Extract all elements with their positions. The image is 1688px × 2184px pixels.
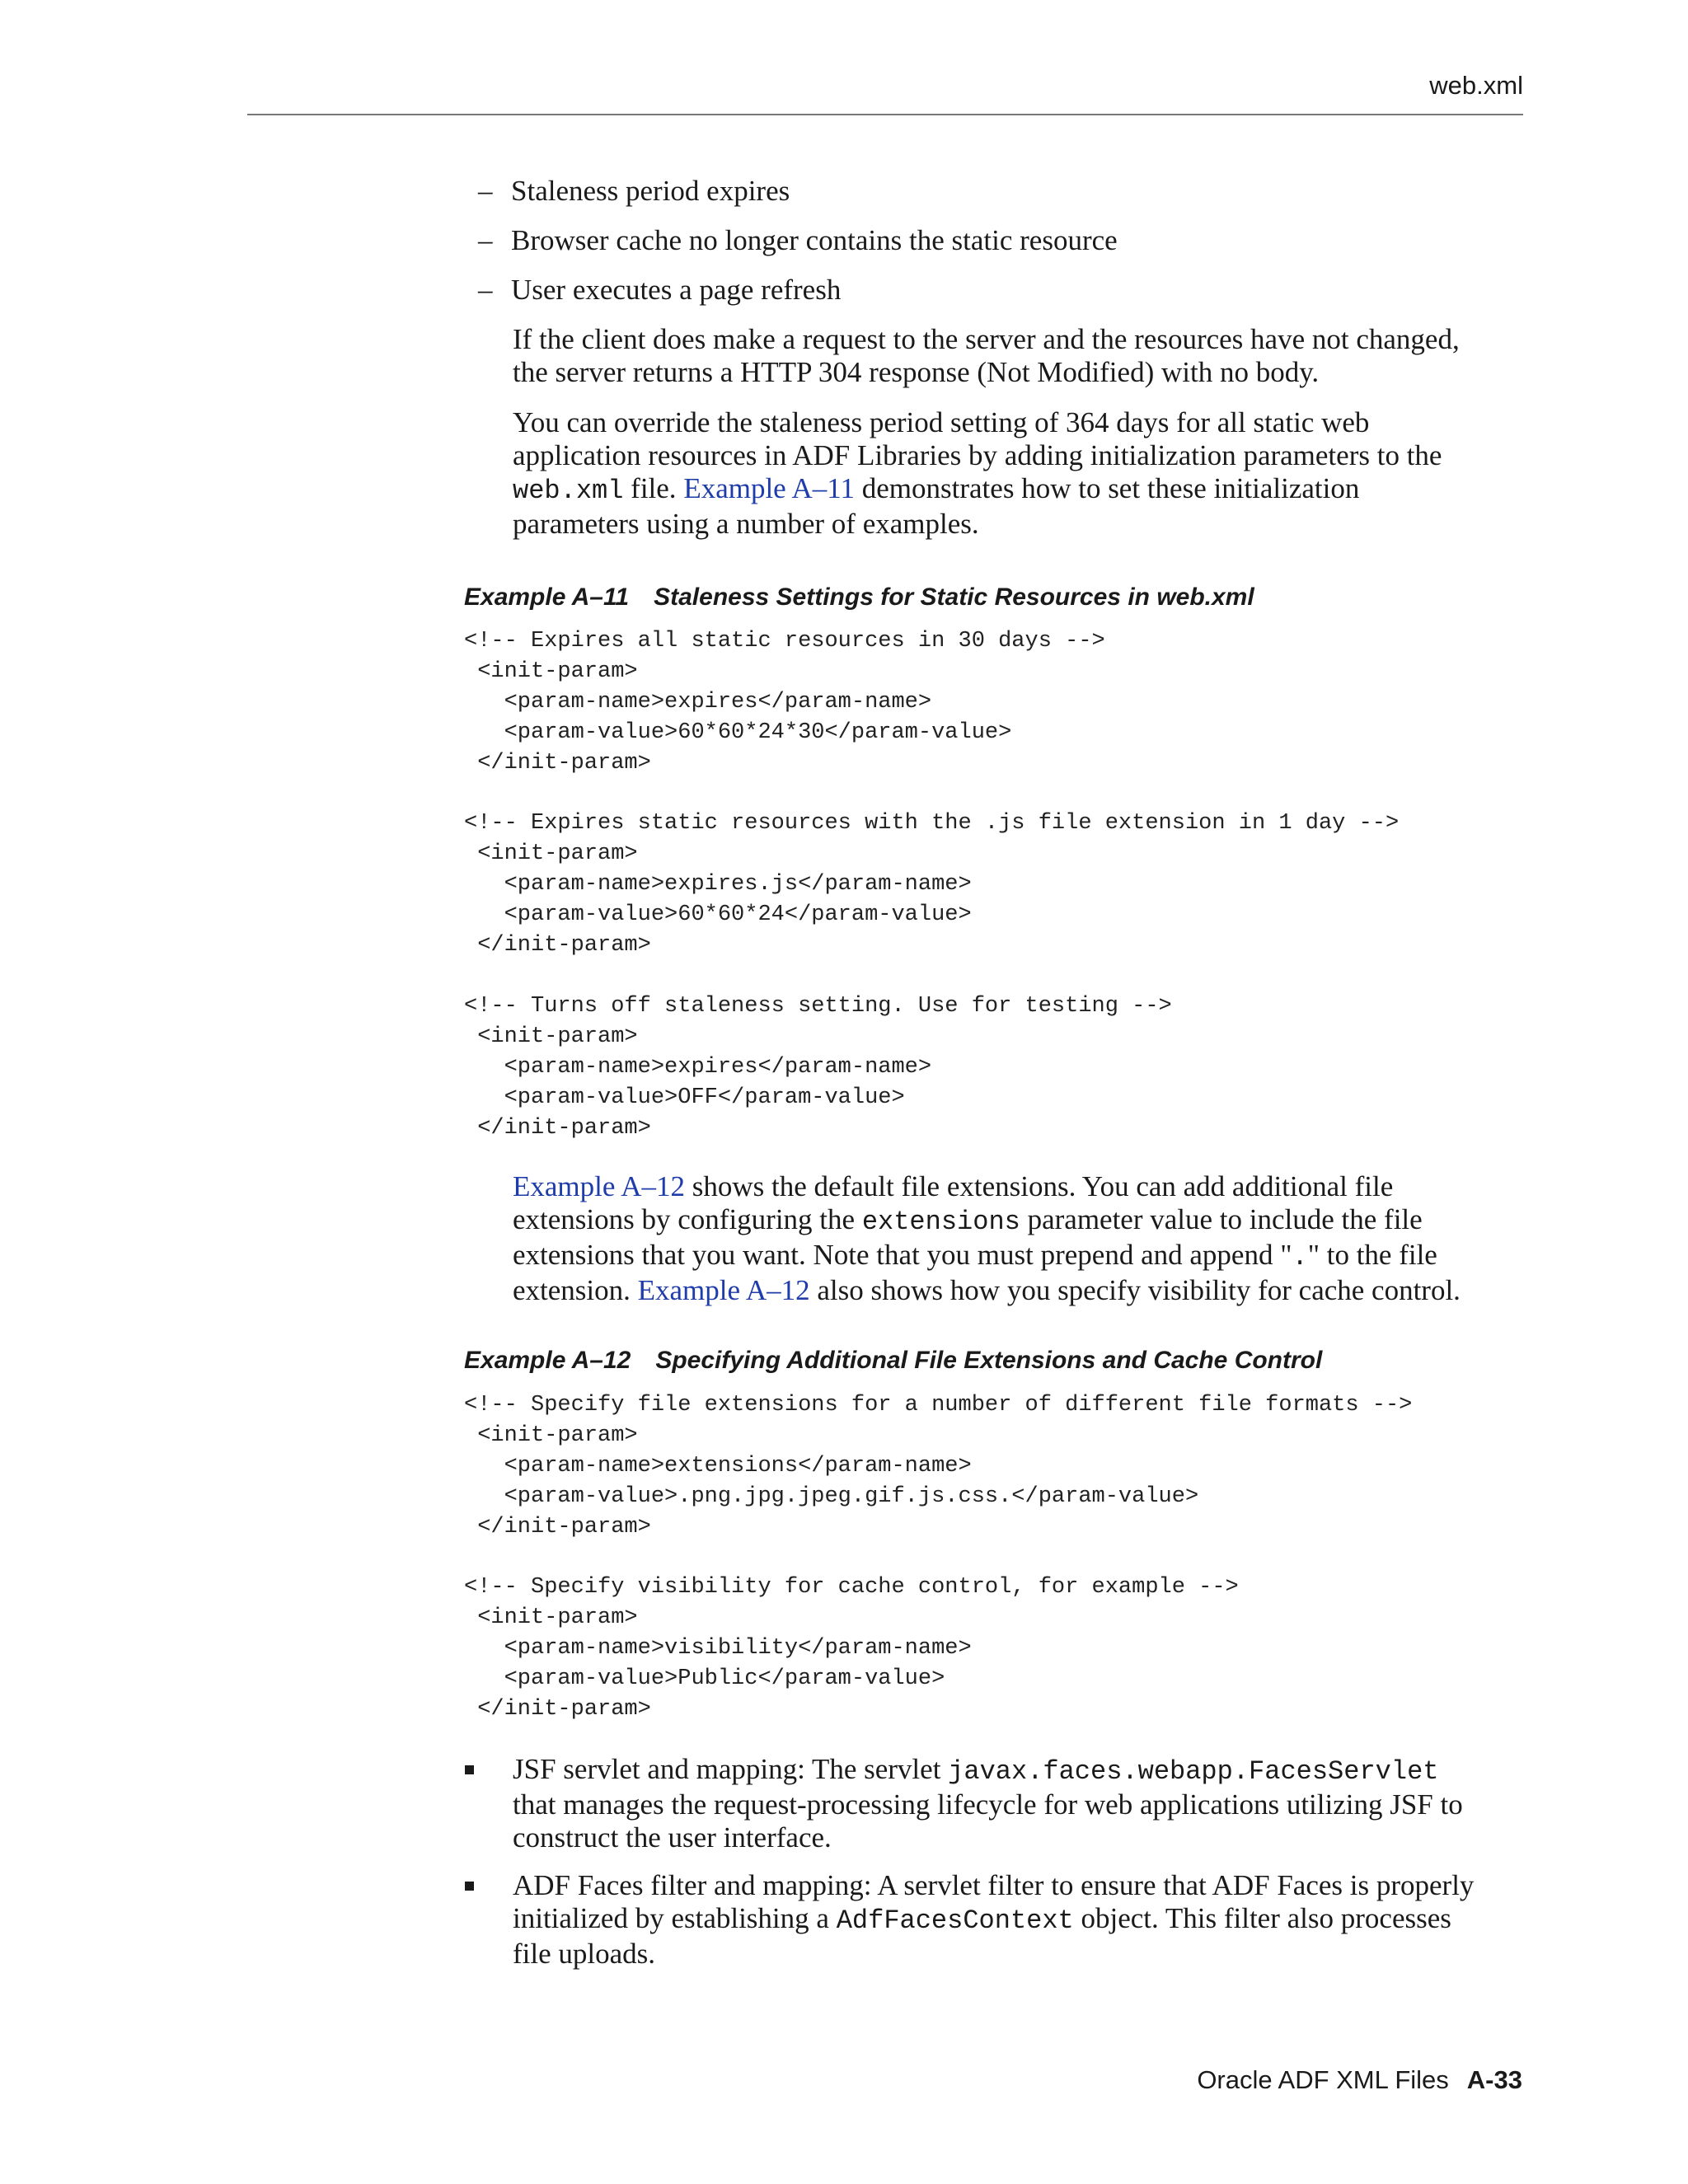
paragraph-304-response bbox=[513, 323, 1526, 389]
paragraph-line bbox=[513, 1203, 1526, 1239]
text-run: shows the default file extensions. You can add additional file bbox=[685, 1170, 1394, 1202]
example-caption: Staleness Settings for Static Resources in web.xml bbox=[654, 583, 1254, 611]
paragraph-line: If the client does make a request to the server and the resources have not changed, bbox=[513, 323, 1460, 355]
footer-book-title: Oracle ADF XML Files bbox=[1197, 2065, 1449, 2094]
example-caption: Specifying Additional File Extensions and Cache Control bbox=[655, 1347, 1323, 1374]
paragraph-file-extensions bbox=[513, 1170, 1526, 1307]
example-label: Example A–12 bbox=[464, 1347, 631, 1374]
text-run: extension. bbox=[513, 1274, 638, 1306]
square-bullet-icon bbox=[465, 1765, 474, 1774]
paragraph-line bbox=[513, 1274, 1526, 1307]
bullet-adf-faces-filter bbox=[513, 1869, 1526, 1971]
code-block-a11: <!-- Expires all static resources in 30 days --> <init-param> <param-name>expires</param-name> <param-value>60*60*24*30</param-value> </init-param> <!-- Expires static resources with the .js file extension in 1 day --> <init-param> <param-name>expires.js</param-name> <param-value>60*60*24</param-value> </init-param> <!-- Turns off staleness setting. Use for testing --> <init-param> <param-name>expires</param-name> <param-value>OFF</param-value> </init-param> bbox=[464, 629, 1400, 1141]
dash-list-item bbox=[478, 224, 1118, 257]
paragraph-line bbox=[513, 472, 1526, 508]
header-rule bbox=[247, 114, 1523, 115]
text-run: extensions that you want. Note that you must prepend and append " bbox=[513, 1239, 1292, 1271]
example-a11-title bbox=[464, 583, 1254, 612]
paragraph-line bbox=[513, 1753, 1526, 1788]
dash-item-text: User executes a page refresh bbox=[511, 274, 842, 306]
text-run: file. bbox=[623, 472, 684, 504]
code-block-a12: <!-- Specify file extensions for a number of different file formats --> <init-param> <param-name>extensions</param-name> <param-value>.png.jpg.jpeg.gif.js.css.</param-value> </init-param> <!-- Specify visibility for cache control, for example --> <init-param> <param-name>visibility</param-name> <param-value>Public</param-value> </init-param> bbox=[464, 1393, 1413, 1722]
paragraph-line: construct the user interface. bbox=[513, 1821, 832, 1854]
running-header: web.xml bbox=[1429, 71, 1523, 100]
paragraph-line: You can override the staleness period setting of 364 days for all static web bbox=[513, 406, 1370, 438]
inline-code: extensions bbox=[861, 1207, 1020, 1237]
dash-bullet: – bbox=[478, 274, 493, 306]
text-run: parameter value to include the file bbox=[1020, 1203, 1423, 1235]
example-a12-link[interactable]: Example A–12 bbox=[513, 1170, 685, 1202]
inline-code: AdfFacesContext bbox=[836, 1905, 1074, 1936]
paragraph-line: application resources in ADF Libraries by adding initialization parameters to the bbox=[513, 439, 1442, 471]
dash-item-text: Staleness period expires bbox=[511, 175, 790, 207]
dash-list-item bbox=[478, 274, 842, 307]
example-a12-link[interactable]: Example A–12 bbox=[637, 1274, 810, 1306]
paragraph-line: the server returns a HTTP 304 response (Not Modified) with no body. bbox=[513, 356, 1320, 388]
example-label: Example A–11 bbox=[464, 583, 630, 611]
bullet-jsf-servlet bbox=[513, 1753, 1526, 1854]
paragraph-line: that manages the request-processing lifecycle for web applications utilizing JSF to bbox=[513, 1788, 1463, 1821]
square-bullet-icon bbox=[465, 1882, 474, 1891]
text-run: also shows how you specify visibility for cache control. bbox=[809, 1274, 1461, 1306]
paragraph-line: parameters using a number of examples. bbox=[513, 508, 979, 540]
text-run: JSF servlet and mapping: The servlet bbox=[513, 1753, 949, 1785]
paragraph-line: ADF Faces filter and mapping: A servlet filter to ensure that ADF Faces is properly bbox=[513, 1869, 1475, 1901]
dash-bullet: – bbox=[478, 175, 493, 207]
text-run: extensions by configuring the bbox=[513, 1203, 862, 1235]
text-run: demonstrates how to set these initialization bbox=[855, 472, 1360, 504]
paragraph-line bbox=[513, 1902, 1526, 1938]
paragraph-line bbox=[513, 1170, 1526, 1203]
page-footer bbox=[1197, 2065, 1522, 2095]
paragraph-override-staleness bbox=[513, 406, 1526, 541]
text-run: object. This filter also processes bbox=[1073, 1902, 1451, 1934]
inline-code: web.xml bbox=[513, 476, 624, 506]
example-a12-title bbox=[464, 1347, 1322, 1375]
inline-code: . bbox=[1292, 1242, 1308, 1272]
text-run: " to the file bbox=[1307, 1239, 1437, 1271]
example-a11-link[interactable]: Example A–11 bbox=[683, 472, 856, 504]
paragraph-line: file uploads. bbox=[513, 1938, 656, 1970]
paragraph-line bbox=[513, 1239, 1526, 1274]
dash-list-item bbox=[478, 175, 790, 208]
dash-item-text: Browser cache no longer contains the static resource bbox=[511, 224, 1118, 256]
dash-bullet: – bbox=[478, 224, 493, 256]
inline-code: javax.faces.webapp.FacesServlet bbox=[948, 1756, 1439, 1787]
page-number: A-33 bbox=[1466, 2065, 1522, 2094]
text-run: initialized by establishing a bbox=[513, 1902, 837, 1934]
